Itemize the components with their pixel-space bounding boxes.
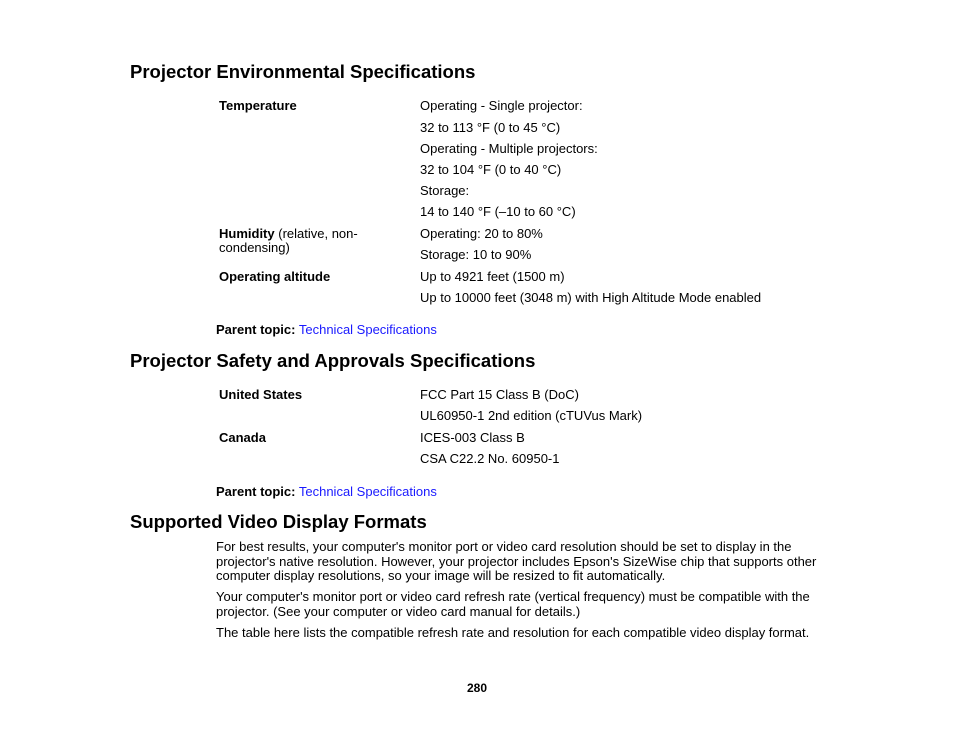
spec-value: 32 to 104 °F (0 to 40 °C) bbox=[420, 162, 562, 177]
page-number: 280 bbox=[466, 681, 488, 695]
spec-value: ICES-003 Class B bbox=[420, 430, 525, 445]
row-label-temperature: Temperature bbox=[219, 98, 297, 113]
spec-value: Up to 4921 feet (1500 m) bbox=[420, 269, 565, 284]
section-heading-environmental: Projector Environmental Specifications bbox=[130, 61, 476, 82]
spec-value: 32 to 113 °F (0 to 45 °C) bbox=[420, 120, 561, 135]
spec-value: Up to 10000 feet (3048 m) with High Altitude Mode enabled bbox=[420, 290, 762, 305]
paragraph: The table here lists the compatible refresh rate and resolution for each compatible video display format. bbox=[216, 625, 810, 640]
paragraph: For best results, your computer's monitor port or video card resolution should be set to display in the projector's native resolution. However, your projector includes Epson's SizeWise chip that supports other computer display resolutions, so your image will be resized to fit automatically. bbox=[216, 539, 817, 583]
label-rest: (relative, non- bbox=[274, 226, 358, 241]
parent-topic-link[interactable]: Technical Specifications bbox=[298, 322, 437, 337]
section-heading-video-formats: Supported Video Display Formats bbox=[130, 511, 427, 532]
parent-topic-label: Parent topic: bbox=[216, 322, 296, 337]
parent-topic-label: Parent topic: bbox=[216, 484, 296, 499]
spec-value: Storage: 10 to 90% bbox=[420, 247, 532, 262]
parent-topic bbox=[216, 484, 437, 499]
spec-value: FCC Part 15 Class B (DoC) bbox=[420, 387, 579, 402]
parent-topic bbox=[216, 322, 437, 337]
section-heading-safety: Projector Safety and Approvals Specifications bbox=[130, 350, 536, 371]
parent-topic-link[interactable]: Technical Specifications bbox=[298, 484, 437, 499]
spec-value: Operating - Single projector: bbox=[420, 98, 583, 113]
paragraph: Your computer's monitor port or video card refresh rate (vertical frequency) must be compatible with the projector. (See your computer or video card manual for details.) bbox=[216, 589, 810, 619]
spec-value: CSA C22.2 No. 60950-1 bbox=[420, 451, 560, 466]
spec-value: Operating: 20 to 80% bbox=[420, 226, 543, 241]
row-label-humidity bbox=[219, 226, 358, 241]
spec-value: Storage: bbox=[420, 183, 470, 198]
row-label-altitude: Operating altitude bbox=[219, 269, 331, 284]
row-label-united-states: United States bbox=[219, 387, 303, 402]
spec-value: 14 to 140 °F (–10 to 60 °C) bbox=[420, 204, 576, 219]
label-bold: Humidity bbox=[219, 226, 275, 241]
spec-value: Operating - Multiple projectors: bbox=[420, 141, 598, 156]
spec-value: UL60950-1 2nd edition (cTUVus Mark) bbox=[420, 408, 643, 423]
row-label-canada: Canada bbox=[219, 430, 266, 445]
row-label-humidity-line2: condensing) bbox=[219, 240, 290, 255]
